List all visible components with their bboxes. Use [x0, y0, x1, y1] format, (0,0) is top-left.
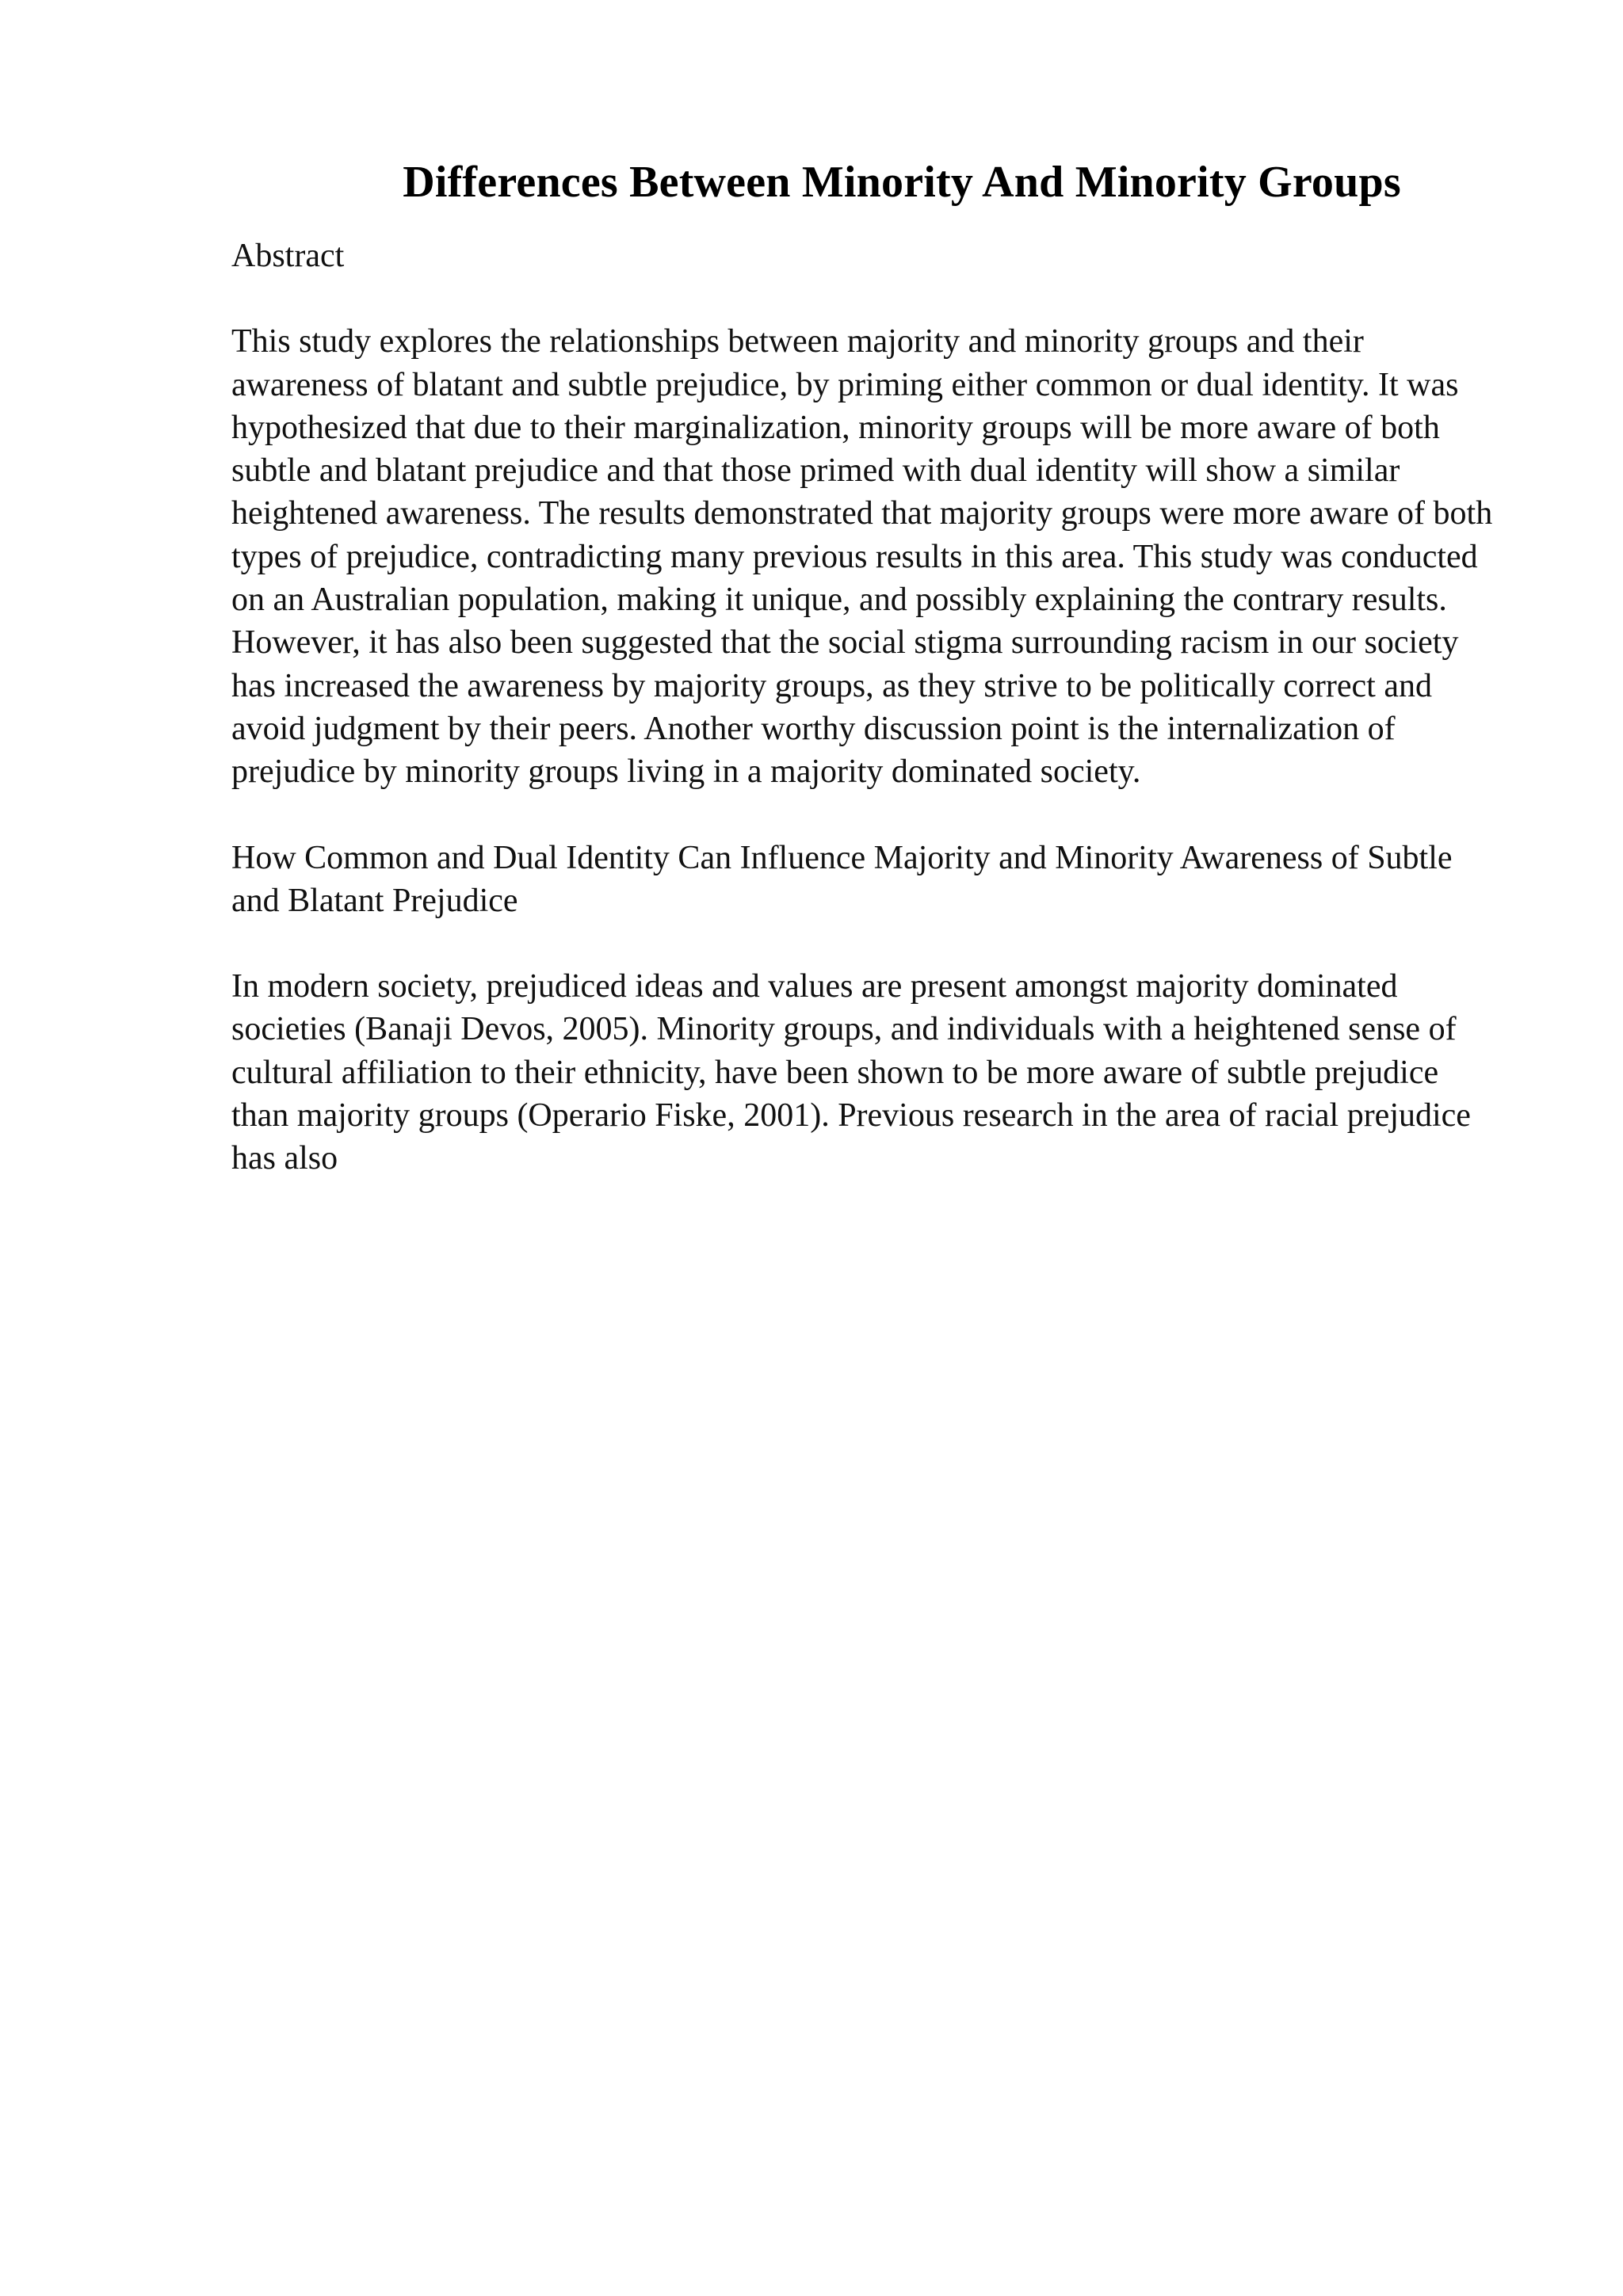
section-heading: How Common and Dual Identity Can Influence Majority and Minority Awareness of Subtle and Blatant Prejudice — [231, 839, 1453, 919]
document-content — [231, 151, 1499, 1180]
abstract-label: Abstract — [231, 238, 345, 274]
document-title: Differences Between Minority And Minority Groups — [403, 158, 1401, 207]
intro-paragraph: In modern society, prejudiced ideas and values are present amongst majority dominated societies (Banaji Devos, 2005). Minority groups, and individuals with a heightened sense of cultural affiliation to their ethnicity, have been shown to be more aware of subtle prejudice than majority groups (Operario Fiske, 2001). Previous research in the area of racial prejudice has also — [231, 968, 1471, 1177]
abstract-paragraph: This study explores the relationships between majority and minority groups and their awareness of blatant and subtle prejudice, by priming either common or dual identity. It was hypothesized that due to their marginalization, minority groups will be more aware of both subtle and blatant prejudice and that those primed with dual identity will show a similar heightened awareness. The results demonstrated that majority groups were more aware of both types of prejudice, contradicting many previous results in this area. This study was conducted on an Australian population, making it unique, and possibly explaining the contrary results. However, it has also been suggested that the social stigma surrounding racism in our society has increased the awareness by majority groups, as they strive to be politically correct and avoid judgment by their peers. Another worthy discussion point is the internalization of prejudice by minority groups living in a majority dominated society. — [231, 323, 1493, 791]
